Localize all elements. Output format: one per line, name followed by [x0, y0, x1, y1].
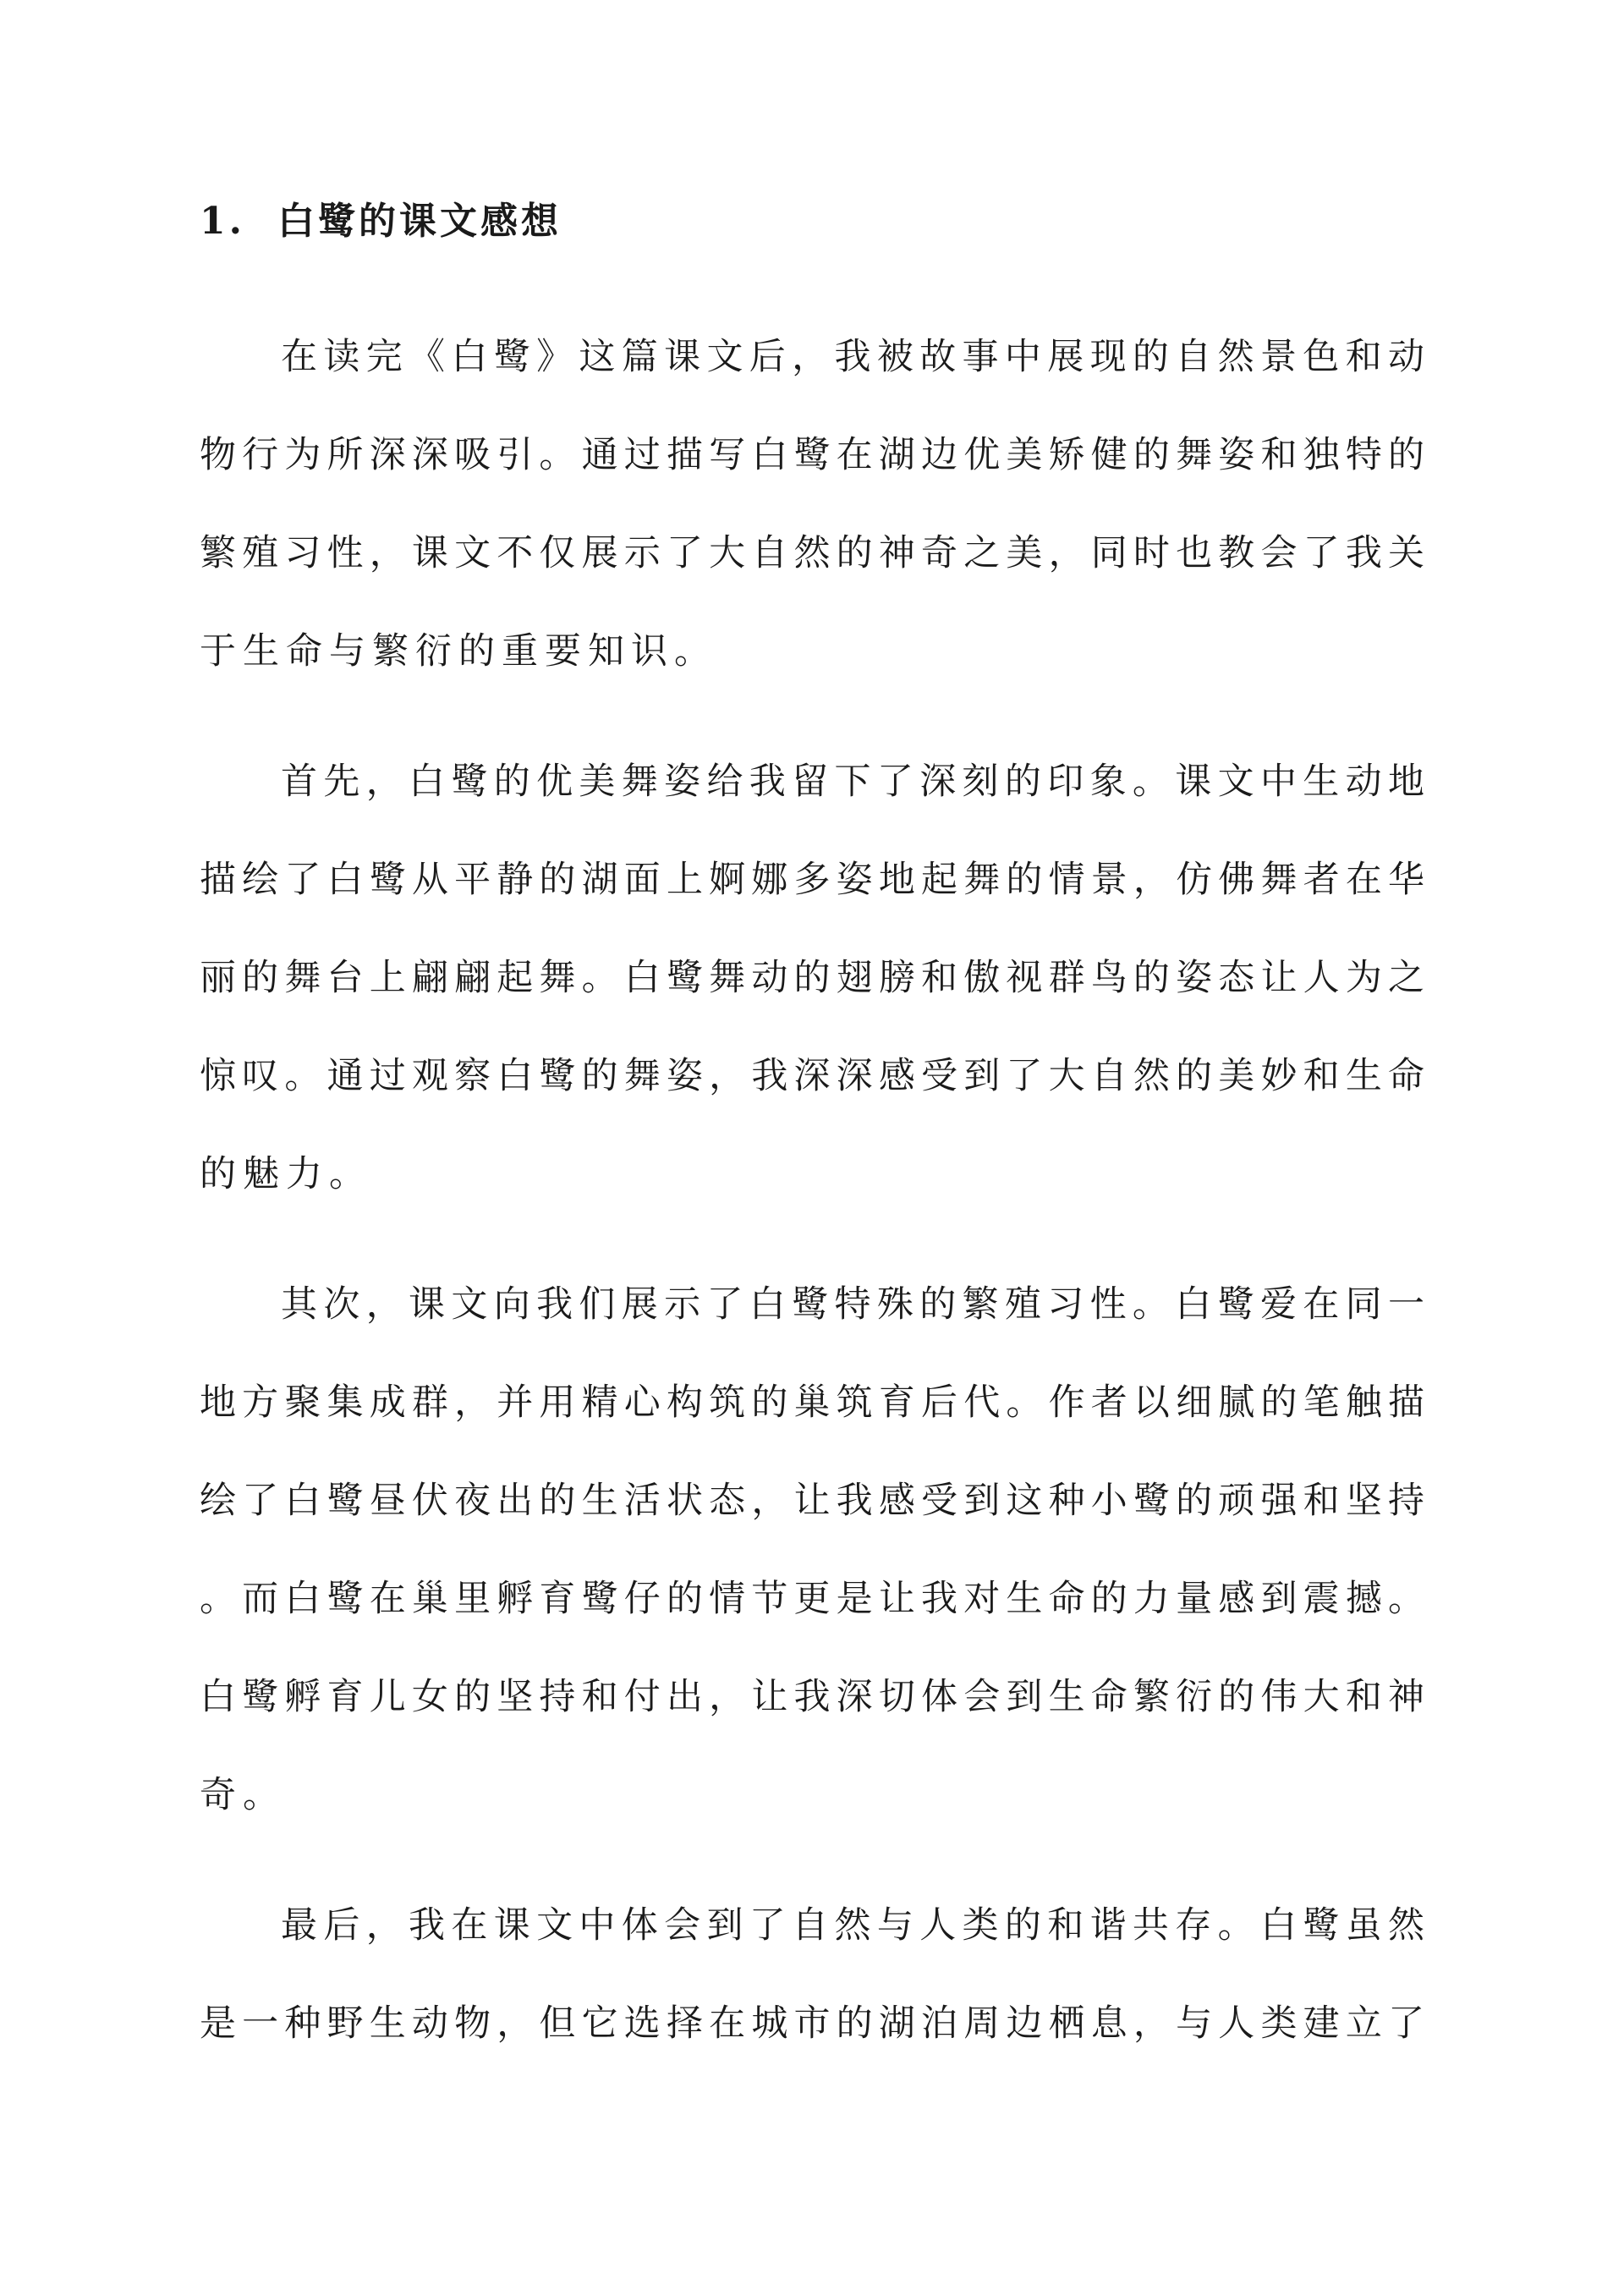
- paragraph-1-line-2: 物行为所深深吸引。通过描写白鹭在湖边优美矫健的舞姿和独特的: [200, 434, 1424, 476]
- paragraph-2-line-4: 惊叹。通过观察白鹭的舞姿，我深深感受到了大自然的美妙和生命: [200, 1055, 1424, 1097]
- paragraph-2-line-3: 丽的舞台上翩翩起舞。白鹭舞动的翅膀和傲视群鸟的姿态让人为之: [200, 957, 1424, 999]
- paragraph-3-line-6: 奇。: [200, 1774, 286, 1816]
- paragraph-3-line-3: 绘了白鹭昼伏夜出的生活状态，让我感受到这种小鹭的顽强和坚持: [200, 1480, 1424, 1522]
- paragraph-1-line-4: 于生命与繁衍的重要知识。: [200, 630, 717, 673]
- paragraph-3-line-1: 其次，课文向我们展示了白鹭特殊的繁殖习性。白鹭爱在同一: [281, 1283, 1424, 1326]
- paragraph-4-line-1: 最后，我在课文中体会到了自然与人类的和谐共存。白鹭虽然: [281, 1904, 1424, 1947]
- paragraph-3-line-4: 。而白鹭在巢里孵育鹭仔的情节更是让我对生命的力量感到震撼。: [200, 1578, 1424, 1620]
- paragraph-2-line-2: 描绘了白鹭从平静的湖面上婀娜多姿地起舞的情景，仿佛舞者在华: [200, 859, 1424, 901]
- paragraph-2-line-5: 的魅力。: [200, 1153, 372, 1195]
- section-heading: [200, 196, 562, 247]
- section-number: 1.: [200, 200, 245, 243]
- paragraph-3-line-5: 白鹭孵育儿女的坚持和付出，让我深切体会到生命繁衍的伟大和神: [200, 1676, 1424, 1718]
- paragraph-4-line-2: 是一种野生动物，但它选择在城市的湖泊周边栖息，与人类建立了: [200, 2002, 1424, 2045]
- paragraph-3-line-2: 地方聚集成群，并用精心构筑的巢筑育后代。作者以细腻的笔触描: [200, 1381, 1424, 1424]
- section-title: 白鹭的课文感想: [277, 200, 562, 243]
- paragraph-2-line-1: 首先，白鹭的优美舞姿给我留下了深刻的印象。课文中生动地: [281, 761, 1424, 803]
- paragraph-1-line-1: 在读完《白鹭》这篇课文后，我被故事中展现的自然景色和动: [281, 336, 1424, 378]
- paragraph-1-line-3: 繁殖习性，课文不仅展示了大自然的神奇之美，同时也教会了我关: [200, 532, 1424, 574]
